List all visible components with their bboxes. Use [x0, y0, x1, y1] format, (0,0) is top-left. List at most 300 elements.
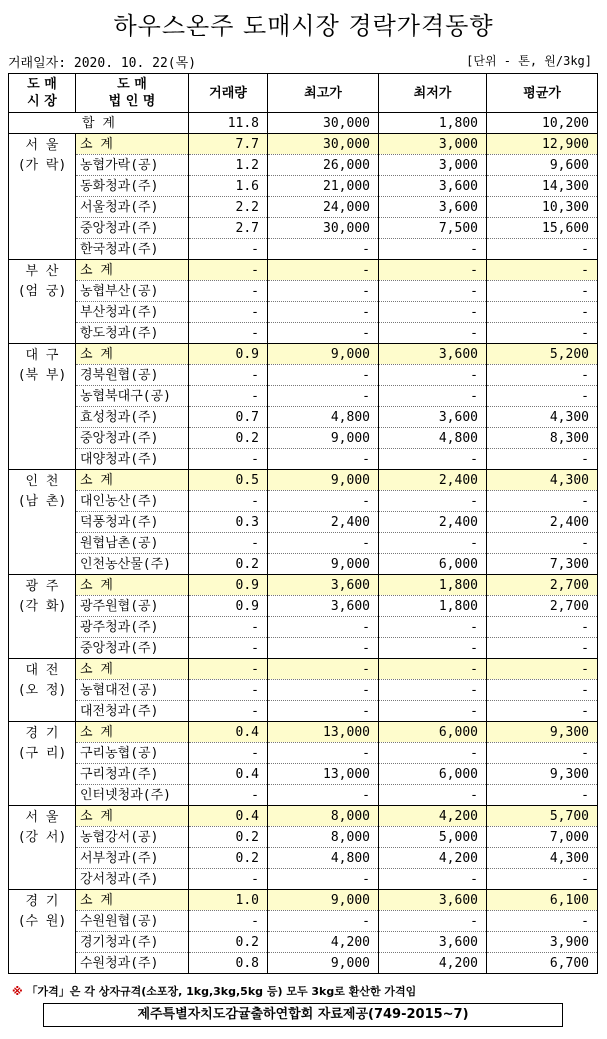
volume-cell: -: [189, 365, 268, 386]
table-row: [9, 218, 598, 239]
low-price-cell: -: [379, 491, 487, 512]
high-price-cell: 3,600: [268, 596, 379, 617]
table-row: [9, 323, 598, 344]
avg-price-cell: 7,300: [487, 554, 598, 575]
corp-name: 농협대전(공): [76, 680, 189, 701]
volume-cell: 7.7: [189, 134, 268, 155]
table-row: [9, 386, 598, 407]
corp-name: 효성청과(주): [76, 407, 189, 428]
high-price-cell: 13,000: [268, 764, 379, 785]
avg-price-cell: -: [487, 365, 598, 386]
volume-cell: -: [189, 869, 268, 890]
subtotal-row: [9, 575, 598, 596]
avg-price-cell: 3,900: [487, 932, 598, 953]
high-price-cell: 4,800: [268, 407, 379, 428]
volume-cell: 0.9: [189, 344, 268, 365]
corp-name: 강서청과(주): [76, 869, 189, 890]
volume-cell: 0.4: [189, 722, 268, 743]
table-row: [9, 932, 598, 953]
volume-cell: 1.0: [189, 890, 268, 911]
total-avg: 10,200: [487, 113, 598, 134]
high-price-cell: 21,000: [268, 176, 379, 197]
avg-price-cell: -: [487, 302, 598, 323]
table-row: [9, 596, 598, 617]
volume-cell: 0.9: [189, 575, 268, 596]
subtotal-row: [9, 806, 598, 827]
low-price-cell: -: [379, 386, 487, 407]
header-market: [9, 74, 76, 113]
corp-name: 수원청과(주): [76, 953, 189, 974]
market-group: [9, 722, 598, 806]
table-row: [9, 743, 598, 764]
low-price-cell: 3,600: [379, 932, 487, 953]
volume-cell: 0.2: [189, 554, 268, 575]
high-price-cell: 26,000: [268, 155, 379, 176]
high-price-cell: 4,800: [268, 848, 379, 869]
market-group: [9, 260, 598, 344]
table-row: [9, 953, 598, 974]
high-price-cell: 30,000: [268, 134, 379, 155]
market-name: [9, 722, 76, 806]
low-price-cell: -: [379, 743, 487, 764]
high-price-cell: -: [268, 638, 379, 659]
avg-price-cell: 2,400: [487, 512, 598, 533]
avg-price-cell: 4,300: [487, 848, 598, 869]
volume-cell: 0.2: [189, 428, 268, 449]
low-price-cell: -: [379, 659, 487, 680]
avg-price-cell: -: [487, 743, 598, 764]
corp-name: 농협북대구(공): [76, 386, 189, 407]
avg-price-cell: -: [487, 239, 598, 260]
low-price-cell: 7,500: [379, 218, 487, 239]
total-low: 1,800: [379, 113, 487, 134]
market-area: (구 리): [17, 746, 67, 761]
avg-price-cell: 9,300: [487, 764, 598, 785]
volume-cell: 0.8: [189, 953, 268, 974]
avg-price-cell: -: [487, 323, 598, 344]
volume-cell: -: [189, 659, 268, 680]
corp-name: 수원원협(공): [76, 911, 189, 932]
high-price-cell: -: [268, 701, 379, 722]
volume-cell: 0.5: [189, 470, 268, 491]
volume-cell: 0.9: [189, 596, 268, 617]
header-market-line2: 시 장: [27, 94, 57, 109]
low-price-cell: 6,000: [379, 764, 487, 785]
corp-name: 소 계: [76, 659, 189, 680]
market-group: [9, 344, 598, 470]
high-price-cell: -: [268, 239, 379, 260]
low-price-cell: 6,000: [379, 554, 487, 575]
high-price-cell: -: [268, 533, 379, 554]
high-price-cell: 8,000: [268, 827, 379, 848]
high-price-cell: -: [268, 617, 379, 638]
high-price-cell: -: [268, 869, 379, 890]
avg-price-cell: 6,700: [487, 953, 598, 974]
high-price-cell: -: [268, 491, 379, 512]
high-price-cell: 9,000: [268, 428, 379, 449]
low-price-cell: 4,800: [379, 428, 487, 449]
low-price-cell: -: [379, 617, 487, 638]
table-row: [9, 428, 598, 449]
table-row: [9, 701, 598, 722]
corp-name: 구리농협(공): [76, 743, 189, 764]
market-group: [9, 470, 598, 575]
table-row: [9, 155, 598, 176]
market-area: (엄 궁): [17, 284, 67, 299]
low-price-cell: 2,400: [379, 512, 487, 533]
low-price-cell: 3,000: [379, 134, 487, 155]
avg-price-cell: -: [487, 491, 598, 512]
market-area: (각 화): [17, 599, 67, 614]
market-group: [9, 575, 598, 659]
corp-name: 소 계: [76, 575, 189, 596]
corp-name: 중앙청과(주): [76, 218, 189, 239]
market-name: [9, 659, 76, 722]
avg-price-cell: 4,300: [487, 470, 598, 491]
high-price-cell: -: [268, 680, 379, 701]
volume-cell: -: [189, 638, 268, 659]
corp-name: 인터넷청과(주): [76, 785, 189, 806]
table-row: [9, 869, 598, 890]
avg-price-cell: 15,600: [487, 218, 598, 239]
page-title: 하우스온주 도매시장 경락가격동향: [113, 12, 494, 40]
market-name: [9, 806, 76, 890]
header-high: 최고가: [268, 74, 379, 113]
table-row: [9, 407, 598, 428]
avg-price-cell: 5,700: [487, 806, 598, 827]
table-row: [9, 281, 598, 302]
high-price-cell: -: [268, 281, 379, 302]
high-price-cell: -: [268, 323, 379, 344]
volume-cell: 2.7: [189, 218, 268, 239]
volume-cell: -: [189, 701, 268, 722]
market-area: (수 원): [17, 914, 67, 929]
market-group: [9, 134, 598, 260]
table-row: [9, 617, 598, 638]
high-price-cell: -: [268, 365, 379, 386]
total-row: [9, 113, 598, 134]
low-price-cell: 1,800: [379, 596, 487, 617]
low-price-cell: 3,600: [379, 407, 487, 428]
table-row: [9, 491, 598, 512]
high-price-cell: -: [268, 302, 379, 323]
high-price-cell: 9,000: [268, 470, 379, 491]
table-row: [9, 239, 598, 260]
volume-cell: 1.2: [189, 155, 268, 176]
subtotal-row: [9, 659, 598, 680]
table-row: [9, 764, 598, 785]
header-market-line1: 도 매: [27, 77, 57, 92]
high-price-cell: 8,000: [268, 806, 379, 827]
market-name: [9, 260, 76, 344]
header-avg: 평균가: [487, 74, 598, 113]
low-price-cell: 3,600: [379, 890, 487, 911]
avg-price-cell: 7,000: [487, 827, 598, 848]
header-corp-line1: 도 매: [117, 77, 147, 92]
corp-name: 소 계: [76, 344, 189, 365]
market-city: 대 전: [25, 663, 59, 678]
low-price-cell: 4,200: [379, 953, 487, 974]
high-price-cell: -: [268, 659, 379, 680]
volume-cell: -: [189, 281, 268, 302]
market-city: 서 울: [25, 138, 59, 153]
market-name: [9, 344, 76, 470]
high-price-cell: -: [268, 743, 379, 764]
avg-price-cell: -: [487, 386, 598, 407]
table-row: [9, 554, 598, 575]
high-price-cell: -: [268, 260, 379, 281]
table-row: [9, 302, 598, 323]
market-group: [9, 806, 598, 890]
high-price-cell: -: [268, 386, 379, 407]
market-area: (가 락): [17, 158, 67, 173]
market-city: 대 구: [25, 348, 59, 363]
avg-price-cell: -: [487, 617, 598, 638]
market-area: (강 서): [17, 830, 67, 845]
low-price-cell: -: [379, 533, 487, 554]
volume-cell: -: [189, 302, 268, 323]
low-price-cell: -: [379, 260, 487, 281]
avg-price-cell: 8,300: [487, 428, 598, 449]
high-price-cell: 30,000: [268, 218, 379, 239]
corp-name: 소 계: [76, 890, 189, 911]
header-corp: [76, 74, 189, 113]
corp-name: 경북원협(공): [76, 365, 189, 386]
table-row: [9, 680, 598, 701]
high-price-cell: 4,200: [268, 932, 379, 953]
table-row: [9, 785, 598, 806]
avg-price-cell: -: [487, 533, 598, 554]
low-price-cell: 3,600: [379, 176, 487, 197]
low-price-cell: 1,800: [379, 575, 487, 596]
source-box: 제주특별자치도감귤출하연합회 자료제공(749-2015~7): [43, 1003, 563, 1027]
high-price-cell: 9,000: [268, 890, 379, 911]
note-text: 「가격」은 각 상자규격(소포장, 1kg,3kg,5kg 등) 모두 3kg로 환산한 가격임: [26, 985, 417, 998]
high-price-cell: -: [268, 911, 379, 932]
avg-price-cell: 2,700: [487, 575, 598, 596]
volume-cell: -: [189, 785, 268, 806]
low-price-cell: 2,400: [379, 470, 487, 491]
market-name: [9, 134, 76, 260]
market-name: [9, 470, 76, 575]
note-mark: ※: [12, 985, 23, 998]
low-price-cell: -: [379, 239, 487, 260]
high-price-cell: 2,400: [268, 512, 379, 533]
avg-price-cell: -: [487, 680, 598, 701]
corp-name: 소 계: [76, 470, 189, 491]
avg-price-cell: -: [487, 701, 598, 722]
market-area: (북 부): [17, 368, 67, 383]
high-price-cell: -: [268, 785, 379, 806]
corp-name: 서울청과(주): [76, 197, 189, 218]
header-row: [9, 74, 598, 113]
subtotal-row: [9, 134, 598, 155]
market-city: 인 천: [25, 474, 59, 489]
corp-name: 농협가락(공): [76, 155, 189, 176]
table-row: [9, 848, 598, 869]
volume-cell: -: [189, 260, 268, 281]
avg-price-cell: 14,300: [487, 176, 598, 197]
table-row: [9, 449, 598, 470]
volume-cell: -: [189, 533, 268, 554]
table-row: [9, 827, 598, 848]
table-row: [9, 638, 598, 659]
table-row: [9, 512, 598, 533]
corp-name: 동화청과(주): [76, 176, 189, 197]
high-price-cell: 9,000: [268, 554, 379, 575]
corp-name: 대인농산(주): [76, 491, 189, 512]
corp-name: 대전청과(주): [76, 701, 189, 722]
low-price-cell: -: [379, 323, 487, 344]
low-price-cell: 6,000: [379, 722, 487, 743]
low-price-cell: 3,600: [379, 344, 487, 365]
corp-name: 대양청과(주): [76, 449, 189, 470]
subtotal-row: [9, 470, 598, 491]
volume-cell: -: [189, 449, 268, 470]
avg-price-cell: 9,300: [487, 722, 598, 743]
market-area: (남 촌): [17, 494, 67, 509]
header-volume: 거래량: [189, 74, 268, 113]
high-price-cell: -: [268, 449, 379, 470]
total-volume: 11.8: [189, 113, 268, 134]
avg-price-cell: -: [487, 911, 598, 932]
avg-price-cell: -: [487, 659, 598, 680]
volume-cell: -: [189, 617, 268, 638]
avg-price-cell: 10,300: [487, 197, 598, 218]
corp-name: 농협강서(공): [76, 827, 189, 848]
corp-name: 한국청과(주): [76, 239, 189, 260]
total-high: 30,000: [268, 113, 379, 134]
low-price-cell: -: [379, 701, 487, 722]
corp-name: 광주원협(공): [76, 596, 189, 617]
volume-cell: -: [189, 491, 268, 512]
unit-label: [단위 - 톤, 원/3kg]: [466, 54, 592, 68]
subtotal-row: [9, 890, 598, 911]
corp-name: 광주청과(주): [76, 617, 189, 638]
low-price-cell: -: [379, 785, 487, 806]
volume-cell: 0.2: [189, 932, 268, 953]
market-name: [9, 890, 76, 974]
corp-name: 소 계: [76, 806, 189, 827]
avg-price-cell: -: [487, 638, 598, 659]
corp-name: 중앙청과(주): [76, 428, 189, 449]
market-group: [9, 890, 598, 974]
corp-name: 원협남촌(공): [76, 533, 189, 554]
low-price-cell: 3,600: [379, 197, 487, 218]
low-price-cell: -: [379, 281, 487, 302]
volume-cell: 0.7: [189, 407, 268, 428]
avg-price-cell: 5,200: [487, 344, 598, 365]
high-price-cell: 13,000: [268, 722, 379, 743]
avg-price-cell: -: [487, 785, 598, 806]
report-meta: [8, 52, 592, 70]
high-price-cell: 9,000: [268, 344, 379, 365]
volume-cell: -: [189, 680, 268, 701]
volume-cell: 1.6: [189, 176, 268, 197]
volume-cell: -: [189, 743, 268, 764]
market-city: 서 울: [25, 810, 59, 825]
subtotal-row: [9, 260, 598, 281]
corp-name: 부산청과(주): [76, 302, 189, 323]
low-price-cell: 5,000: [379, 827, 487, 848]
avg-price-cell: 12,900: [487, 134, 598, 155]
avg-price-cell: 6,100: [487, 890, 598, 911]
header-corp-line2: 법 인 명: [108, 94, 156, 109]
high-price-cell: 9,000: [268, 953, 379, 974]
volume-cell: -: [189, 386, 268, 407]
corp-name: 덕풍청과(주): [76, 512, 189, 533]
market-city: 부 산: [25, 264, 59, 279]
corp-name: 구리청과(주): [76, 764, 189, 785]
volume-cell: 0.4: [189, 764, 268, 785]
high-price-cell: 3,600: [268, 575, 379, 596]
low-price-cell: -: [379, 365, 487, 386]
high-price-cell: 24,000: [268, 197, 379, 218]
volume-cell: 2.2: [189, 197, 268, 218]
corp-name: 소 계: [76, 134, 189, 155]
market-group: [9, 659, 598, 722]
avg-price-cell: 9,600: [487, 155, 598, 176]
corp-name: 농협부산(공): [76, 281, 189, 302]
volume-cell: -: [189, 239, 268, 260]
corp-name: 중앙청과(주): [76, 638, 189, 659]
corp-name: 소 계: [76, 260, 189, 281]
avg-price-cell: 4,300: [487, 407, 598, 428]
volume-cell: -: [189, 911, 268, 932]
low-price-cell: 3,000: [379, 155, 487, 176]
corp-name: 서부청과(주): [76, 848, 189, 869]
table-row: [9, 911, 598, 932]
avg-price-cell: -: [487, 281, 598, 302]
avg-price-cell: 2,700: [487, 596, 598, 617]
volume-cell: 0.2: [189, 827, 268, 848]
subtotal-row: [9, 722, 598, 743]
market-name: [9, 575, 76, 659]
price-table: [8, 73, 598, 974]
market-city: 경 기: [25, 894, 59, 909]
volume-cell: 0.4: [189, 806, 268, 827]
market-city: 광 주: [25, 579, 59, 594]
market-city: 경 기: [25, 726, 59, 741]
low-price-cell: 4,200: [379, 806, 487, 827]
table-row: [9, 197, 598, 218]
volume-cell: 0.3: [189, 512, 268, 533]
low-price-cell: -: [379, 911, 487, 932]
table-row: [9, 176, 598, 197]
low-price-cell: -: [379, 680, 487, 701]
trade-date: 거래일자: 2020. 10. 22(목): [8, 56, 197, 71]
avg-price-cell: -: [487, 449, 598, 470]
table-row: [9, 533, 598, 554]
subtotal-row: [9, 344, 598, 365]
market-area: (오 정): [17, 683, 67, 698]
avg-price-cell: -: [487, 260, 598, 281]
low-price-cell: -: [379, 638, 487, 659]
table-row: [9, 365, 598, 386]
volume-cell: -: [189, 323, 268, 344]
low-price-cell: -: [379, 869, 487, 890]
avg-price-cell: -: [487, 869, 598, 890]
corp-name: 항도청과(주): [76, 323, 189, 344]
low-price-cell: 4,200: [379, 848, 487, 869]
footnote: [12, 983, 416, 999]
corp-name: 경기청과(주): [76, 932, 189, 953]
low-price-cell: -: [379, 302, 487, 323]
header-low: 최저가: [379, 74, 487, 113]
corp-name: 소 계: [76, 722, 189, 743]
volume-cell: 0.2: [189, 848, 268, 869]
low-price-cell: -: [379, 449, 487, 470]
